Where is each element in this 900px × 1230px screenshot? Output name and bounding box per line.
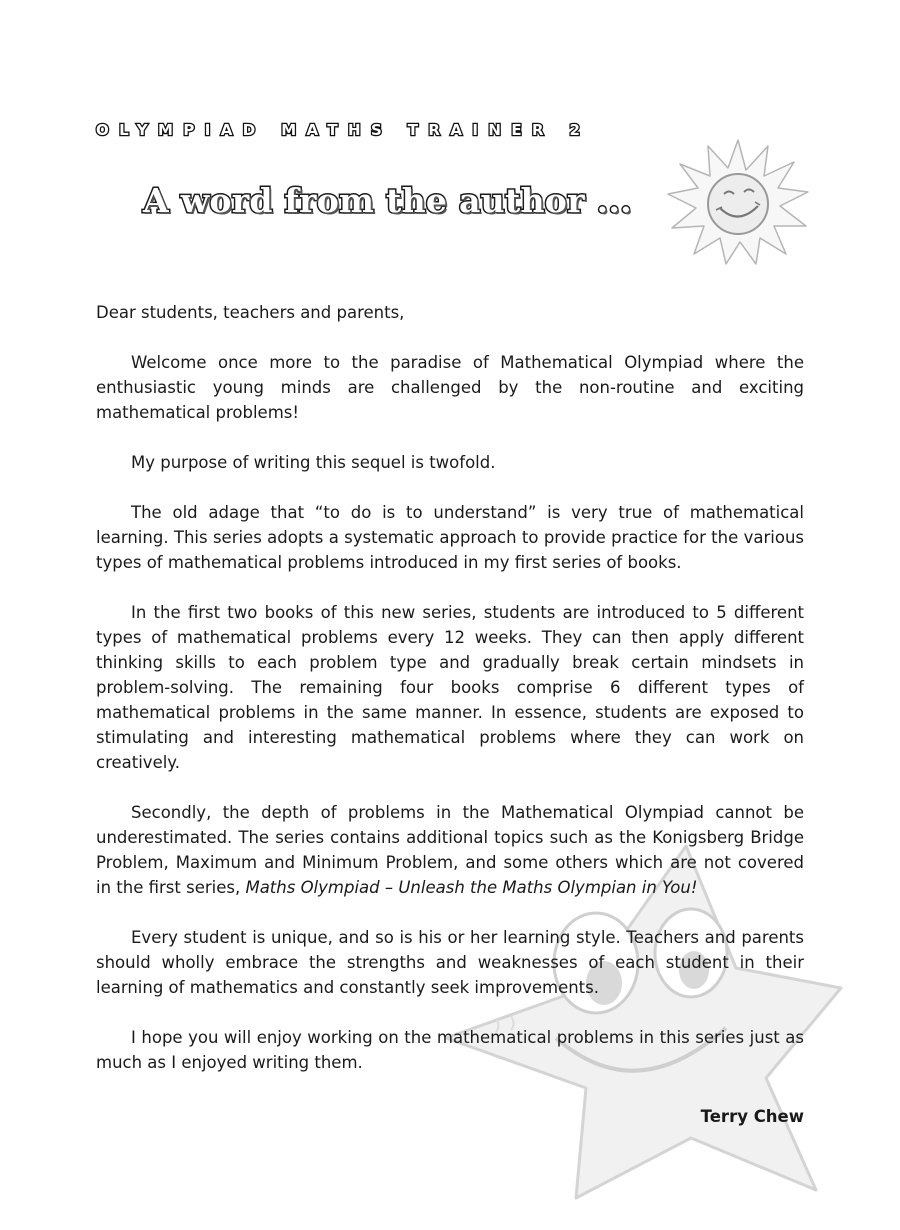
book-title: Maths Olympiad – Unleash the Maths Olympian in You!	[245, 878, 698, 897]
salutation: Dear students, teachers and parents,	[96, 303, 405, 322]
paragraph-7: I hope you will enjoy working on the mathematical problems in this series just as much as I enjoyed writing them.	[96, 1028, 804, 1072]
paragraph-2: My purpose of writing this sequel is twofold.	[131, 453, 496, 472]
series-title: OLYMPIAD MATHS TRAINER 2	[96, 121, 591, 139]
smiling-sun-icon	[664, 136, 812, 268]
letter-body	[96, 300, 804, 1100]
paragraph-5	[96, 800, 804, 900]
paragraph-5-text: Secondly, the depth of problems in the Mathematical Olympiad cannot be underestimated. The series contains additional topics such as the Konigsberg Bridge Problem, Maximum and Minimum Problem, and some others which are not covered in the first series,	[96, 803, 804, 897]
paragraph-1: Welcome once more to the paradise of Mathematical Olympiad where the enthusiastic young minds are challenged by the non-routine and exciting mathematical problems!	[96, 353, 804, 422]
paragraph-6: Every student is unique, and so is his or her learning style. Teachers and parents should wholly embrace the strengths and weaknesses of each student in their learning of mathematics and constantly seek improvements.	[96, 928, 804, 997]
page-title: A word from the author ...	[143, 181, 632, 220]
paragraph-3: The old adage that “to do is to understand” is very true of mathematical learning. This series adopts a systematic approach to provide practice for the various types of mathematical problems introduced in my first series of books.	[96, 503, 804, 572]
author-signature: Terry Chew	[700, 1107, 804, 1126]
paragraph-4: In the first two books of this new series, students are introduced to 5 different types of mathematical problems every 12 weeks. They can then apply different thinking skills to each problem type and gradually break certain mindsets in problem-solving. The remaining four books comprise 6 different types of mathematical problems in the same manner. In essence, students are exposed to stimulating and interesting mathematical problems where they can work on creatively.	[96, 603, 804, 772]
